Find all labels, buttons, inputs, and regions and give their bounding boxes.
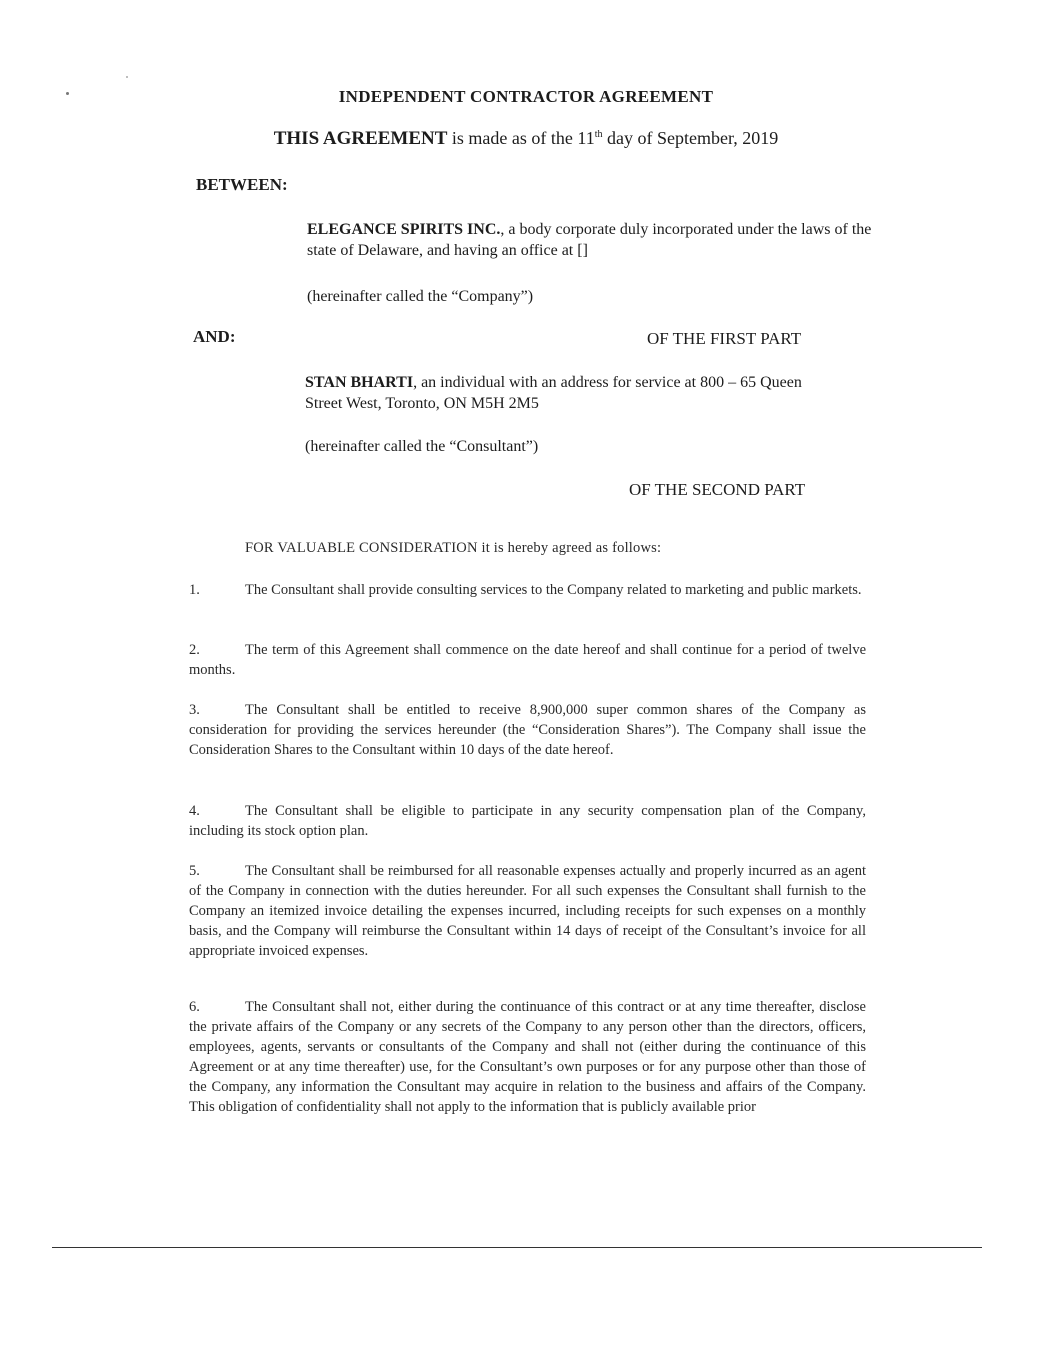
between-label: BETWEEN: — [196, 175, 288, 194]
party2-called: (hereinafter called the “Consultant”) — [305, 438, 539, 455]
party1-called: (hereinafter called the “Company”) — [307, 288, 534, 305]
clause-text: The Consultant shall be eligible to participate in any security compensation plan of the Company, including its stock option plan. — [189, 803, 866, 839]
clause-number: 1. — [189, 582, 200, 598]
clause-text: The Consultant shall provide consulting services to the Company related to marketing and public markets. — [245, 582, 862, 598]
scan-speck — [126, 76, 128, 78]
party1-description: , a body corporate duly incorporated under the laws of the state of Delaware, and having an office at [] — [307, 221, 872, 259]
clause-number: 4. — [189, 803, 200, 819]
document-title: INDEPENDENT CONTRACTOR AGREEMENT — [338, 87, 714, 106]
clause-text: The Consultant shall be reimbursed for all reasonable expenses actually and properly incurred as an agent of the Company in connection with the duties hereunder. For all such expenses the Consultant shall furnish to the Company an itemized invoice detailing the expenses incurred, including receipts for such expenses on a monthly basis, and the Company will reimburse the Consultant within 14 days of receipt of the Consultant’s invoice for all appropriate invoiced expenses. — [189, 863, 866, 959]
clause-text: The Consultant shall not, either during the continuance of this contract or at any time thereafter, disclose the private affairs of the Company or any secrets of the Company to any person other than the directors, officers, employees, agents, servants or consultants of the Company and shall not (either during the continuance of this Agreement or at any time thereafter) use, for the Consultant’s own purposes or for any purpose other than those of the Company, any information the Consultant may acquire in relation to the business and affairs of the Company. This obligation of confidentiality shall not apply to the information that is publicly available prior — [189, 999, 866, 1115]
party2-description: , an individual with an address for service at 800 – 65 Queen Street West, Toronto, ON M5H 2M5 — [305, 374, 802, 412]
first-part-label: OF THE FIRST PART — [647, 329, 802, 348]
clause-3 — [189, 700, 866, 760]
agreement-middle: is made as of the 11 — [447, 128, 595, 148]
second-part-label: OF THE SECOND PART — [629, 480, 806, 499]
clause-number: 6. — [189, 999, 200, 1015]
party1-block — [307, 219, 877, 261]
agreement-lead: THIS AGREEMENT — [273, 128, 448, 149]
clause-number: 2. — [189, 642, 200, 658]
clause-text: The term of this Agreement shall commence on the date hereof and shall continue for a period of twelve months. — [189, 642, 866, 678]
party2-block — [305, 372, 840, 414]
clause-text: The Consultant shall be entitled to receive 8,900,000 super common shares of the Company as consideration for providing the services hereunder (the “Consideration Shares”). The Company shall issue the Consideration Shares to the Consultant within 10 days of the date hereof. — [189, 702, 866, 758]
clause-number: 3. — [189, 702, 200, 718]
footer-rule — [52, 1247, 982, 1248]
party2-name: STAN BHARTI — [305, 374, 414, 391]
agreement-tail: day of September, 2019 — [602, 128, 779, 148]
and-label: AND: — [193, 327, 236, 346]
clause-1 — [189, 580, 866, 600]
clause-2 — [189, 640, 866, 680]
clause-number: 5. — [189, 863, 200, 879]
consideration-intro: FOR VALUABLE CONSIDERATION it is hereby agreed as follows: — [245, 540, 662, 556]
clause-4 — [189, 801, 866, 841]
clause-6 — [189, 997, 866, 1117]
clause-5 — [189, 861, 866, 961]
party1-name: ELEGANCE SPIRITS INC. — [307, 221, 501, 238]
agreement-date-line — [0, 128, 1052, 150]
agreement-sup: th — [594, 129, 603, 140]
